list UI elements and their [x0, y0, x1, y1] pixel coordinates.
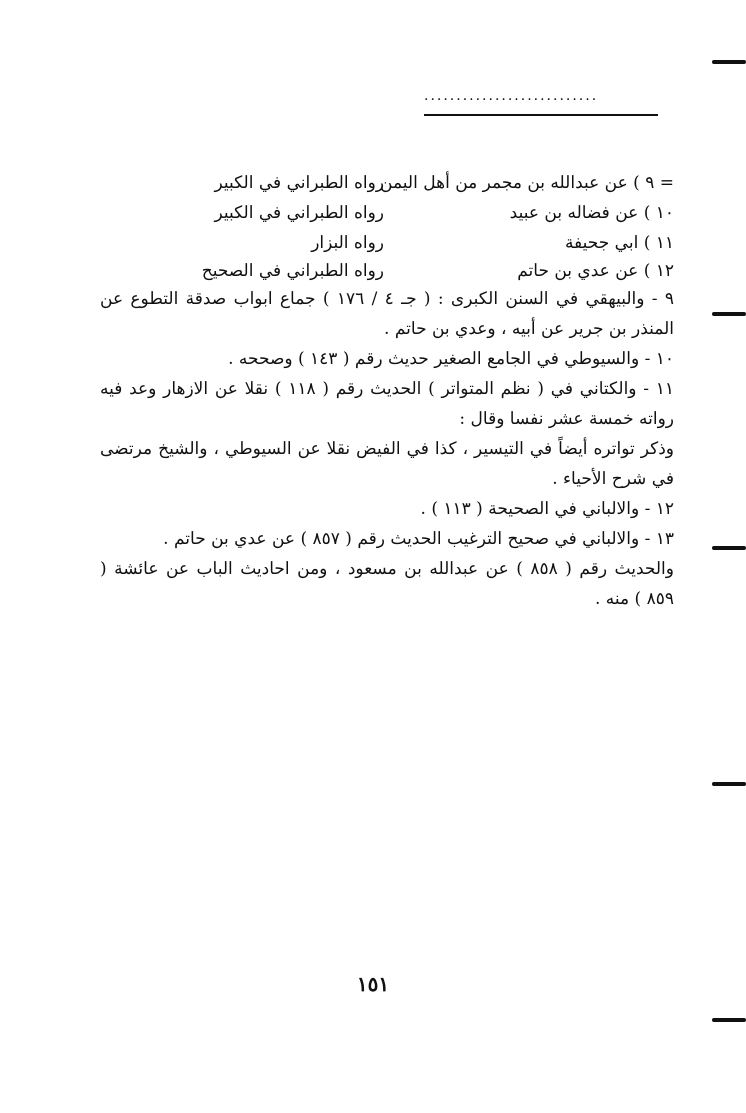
source-item: ١٠ ) عن فضاله بن عبيد — [509, 203, 674, 223]
source-row — [100, 168, 674, 198]
page-number: ١٥١ — [356, 972, 390, 996]
scan-edge-mark — [712, 1018, 746, 1022]
source-reference: رواه الطبراني في الكبير — [214, 203, 384, 223]
source-row — [100, 228, 674, 258]
source-item: ١٢ ) عن عدي بن حاتم — [517, 261, 674, 281]
footnote-paragraph: ١١ - والكتاني في ( نظم المتواتر ) الحديث رقم ( ١١٨ ) نقلا عن الازهار وعد فيه رواته خمسة عشر نفسا وقال : — [100, 379, 674, 429]
source-reference: رواه الطبراني في الكبير — [214, 173, 384, 193]
footnote-paragraph: ١٢ - والالباني في الصحيحة ( ١١٣ ) . — [420, 499, 674, 519]
header-dots: ........................... — [424, 88, 599, 104]
footnote-paragraph: وذكر تواتره أيضاً في التيسير ، كذا في الفيض نقلا عن السيوطي ، والشيخ مرتضى في شرح الأحياء . — [100, 439, 674, 489]
scan-edge-mark — [712, 312, 746, 316]
header-rule — [424, 114, 658, 116]
footnote-paragraph: ٩ - والبيهقي في السنن الكبرى : ( جـ ٤ / ١٧٦ ) جماع ابواب صدقة التطوع عن المنذر بن جرير عن أبيه ، وعدي بن حاتم . — [100, 289, 674, 339]
source-row — [100, 256, 674, 286]
scan-edge-mark — [712, 546, 746, 550]
footnote-paragraph: ١٣ - والالباني في صحيح الترغيب الحديث رقم ( ٨٥٧ ) عن عدي بن حاتم . — [163, 529, 674, 549]
source-reference: رواه البزار — [311, 233, 384, 253]
scan-edge-mark — [712, 782, 746, 786]
source-item: = ٩ ) عن عبدالله بن مجمر من أهل اليمن — [380, 173, 674, 193]
source-item: ١١ ) ابي جحيفة — [564, 233, 674, 253]
footnote-paragraph: والحديث رقم ( ٨٥٨ ) عن عبدالله بن مسعود ، ومن احاديث الباب عن عائشة ( ٨٥٩ ) منه . — [100, 559, 674, 609]
footnotes-body — [100, 284, 674, 614]
source-row — [100, 198, 674, 228]
scan-edge-mark — [712, 60, 746, 64]
source-reference: رواه الطبراني في الصحيح — [201, 261, 384, 281]
footnote-paragraph: ١٠ - والسيوطي في الجامع الصغير حديث رقم ( ١٤٣ ) وصححه . — [228, 349, 674, 369]
